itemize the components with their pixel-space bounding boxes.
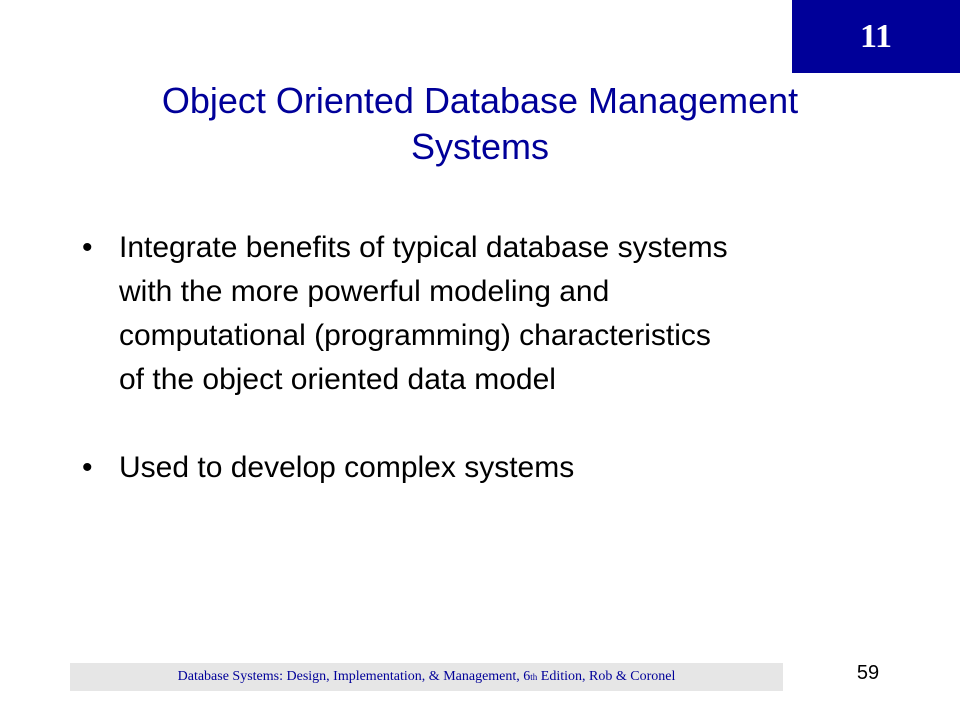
footer-text-after: Edition, Rob & Coronel — [537, 669, 676, 684]
page-number: 59 — [856, 662, 880, 684]
bullet-text-line: of the object oriented data model — [119, 363, 556, 396]
bullet-text-line: with the more powerful modeling and — [119, 275, 610, 308]
chapter-number-badge — [792, 0, 960, 73]
footer-superscript: th — [530, 672, 538, 682]
bullet-icon: • — [82, 451, 93, 484]
bullet-item — [82, 446, 872, 490]
slide-title — [60, 78, 900, 170]
bullet-text-line: Integrate benefits of typical database systems — [119, 231, 728, 264]
bullet-text-line: computational (programming) characteristics — [119, 319, 711, 352]
bullet-text-line: Used to develop complex systems — [119, 451, 575, 484]
slide-title-line-1: Object Oriented Database Management — [161, 80, 799, 121]
slide-title-line-2: Systems — [410, 126, 550, 167]
chapter-number: 11 — [859, 17, 893, 55]
footer-citation — [70, 663, 783, 691]
bullet-icon: • — [82, 231, 93, 264]
bullet-list — [82, 226, 872, 534]
footer-text-before: Database Systems: Design, Implementation, & Management, 6 — [177, 669, 531, 684]
bullet-item — [82, 226, 872, 402]
